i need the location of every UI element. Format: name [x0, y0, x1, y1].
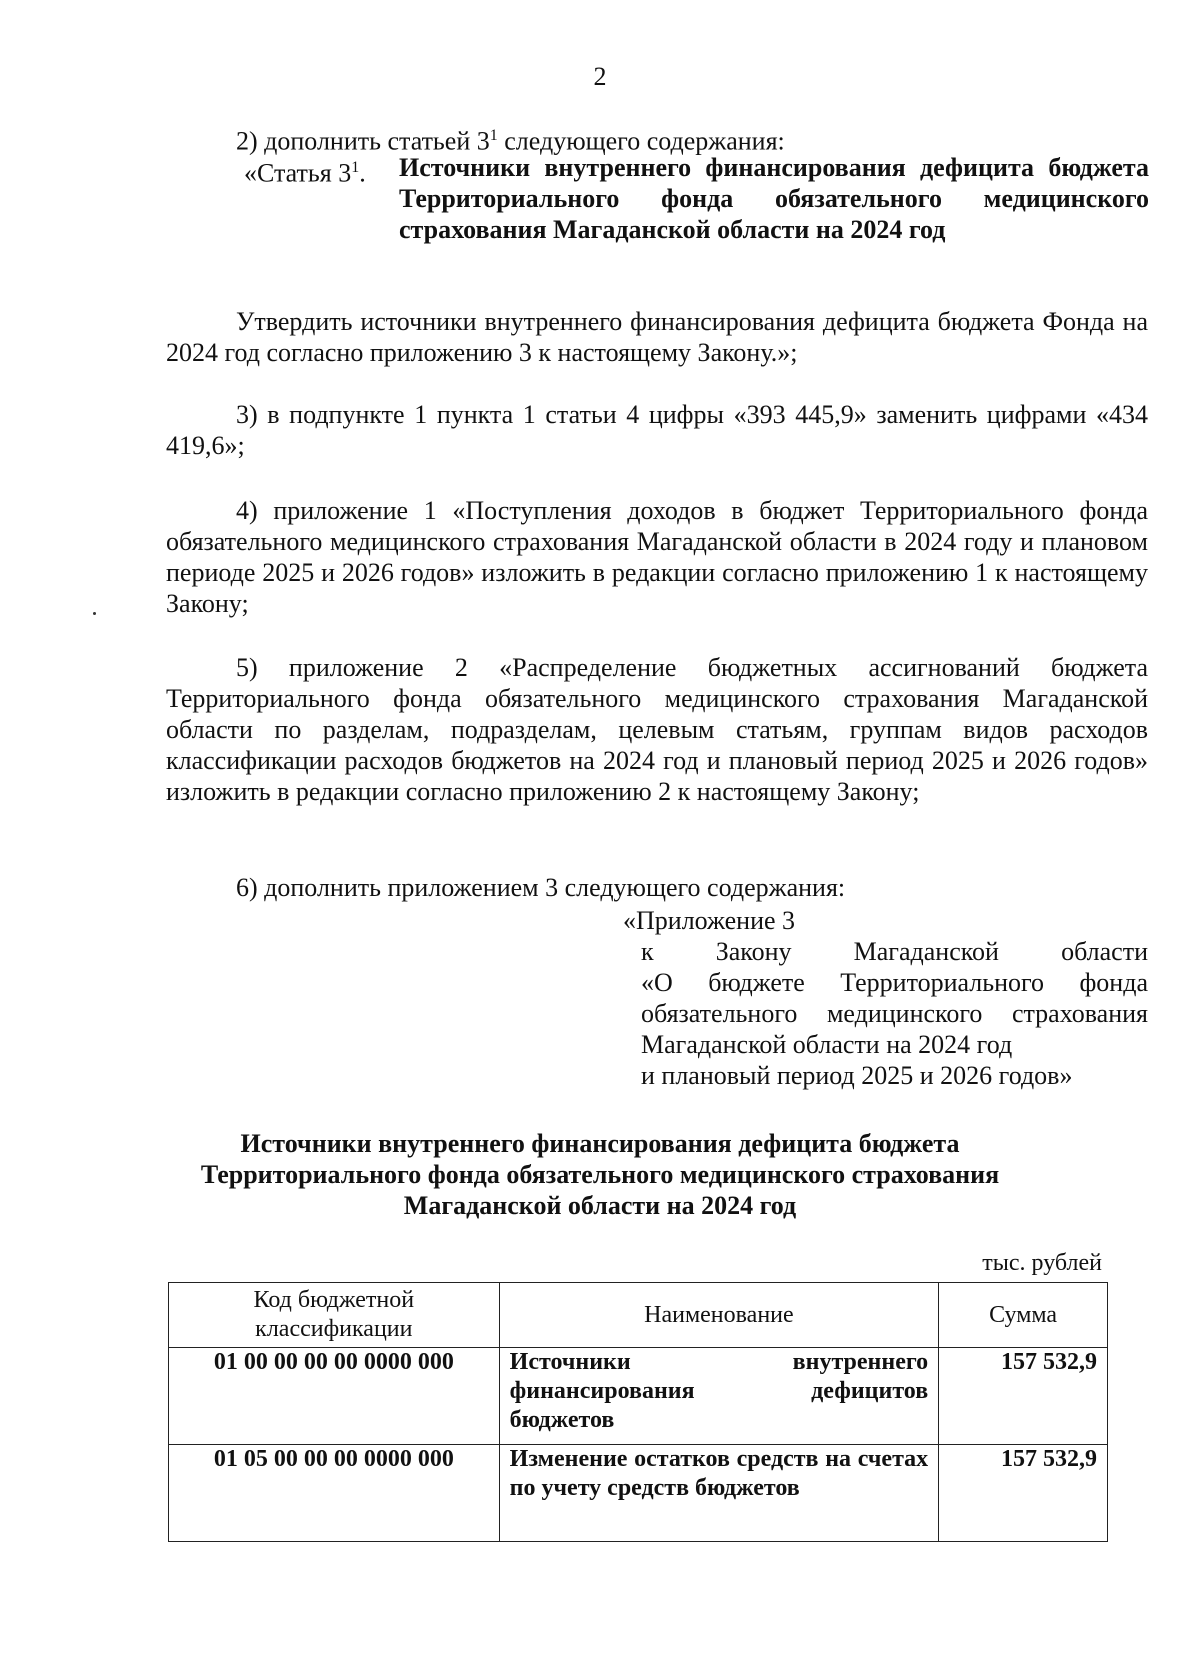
article-heading: Источники внутреннего финансирования дефицита бюджета Территориального фонда обязательного медицинского страхования Магаданской области на 2024 год	[399, 153, 1149, 244]
appendix-title: «Приложение 3	[623, 906, 796, 935]
appendix-law-line: к Закону Магаданской области	[641, 937, 1148, 966]
table-row	[169, 1348, 1108, 1445]
table-title: Источники внутреннего финансирования дефицита бюджета Территориального фонда обязательного медицинского страхования Магаданской области на 2024 год	[200, 1129, 1000, 1220]
unit-label: тыс. рублей	[982, 1250, 1102, 1276]
appendix-law-name: «О бюджете Территориального фонда обязательного медицинского страхования Магаданской области на 2024 год	[641, 968, 1148, 1059]
header-sum: Сумма	[939, 1283, 1108, 1348]
table-header-row	[169, 1283, 1108, 1348]
paragraph-item6: 6) дополнить приложением 3 следующего содержания:	[236, 873, 846, 902]
table-row	[169, 1445, 1108, 1542]
paragraph-item5: 5) приложение 2 «Распределение бюджетных ассигнований бюджета Территориального фонда обязательного медицинского страхования Магаданской области по разделам, подразделам, целевым статьям, группам видов расходов классификации расходов бюджетов на 2024 год и плановый период 2025 и 2026 годов» изложить в редакции согласно приложению 2 к настоящему Закону;	[166, 653, 1148, 806]
item2-line: 2) дополнить статьей $3^1$ следующего содержания:	[236, 126, 785, 156]
header-name: Наименование	[499, 1283, 938, 1348]
scan-speck	[93, 612, 96, 615]
appendix-period: и плановый период 2025 и 2026 годов»	[641, 1061, 1073, 1090]
header-code: Код бюджетной классификации	[169, 1283, 500, 1348]
article-label: «Статья $3^1$.	[244, 158, 366, 188]
cell-code: 01 00 00 00 00 0000 000	[169, 1348, 500, 1445]
paragraph-item3: 3) в подпункте 1 пункта 1 статьи 4 цифры «393 445,9» заменить цифрами «434 419,6»;	[166, 400, 1148, 460]
cell-sum: 157 532,9	[939, 1445, 1108, 1542]
cell-name: Источники внутреннего финансирования дефицитов бюджетов	[499, 1348, 938, 1445]
cell-code: 01 05 00 00 00 0000 000	[169, 1445, 500, 1542]
page-number: 2	[593, 62, 607, 91]
cell-sum: 157 532,9	[939, 1348, 1108, 1445]
paragraph-item4: 4) приложение 1 «Поступления доходов в бюджет Территориального фонда обязательного медицинского страхования Магаданской области в 2024 году и плановом периоде 2025 и 2026 годов» изложить в редакции согласно приложению 1 к настоящему Закону;	[166, 496, 1148, 618]
appendix-body	[633, 936, 1148, 1091]
appendix-reference	[623, 905, 1148, 1091]
cell-name: Изменение остатков средств на счетах по учету средств бюджетов	[499, 1445, 938, 1542]
budget-sources-table	[168, 1282, 1108, 1542]
paragraph-approve: Утвердить источники внутреннего финансирования дефицита бюджета Фонда на 2024 год согласно приложению 3 к настоящему Закону.»;	[166, 307, 1148, 367]
